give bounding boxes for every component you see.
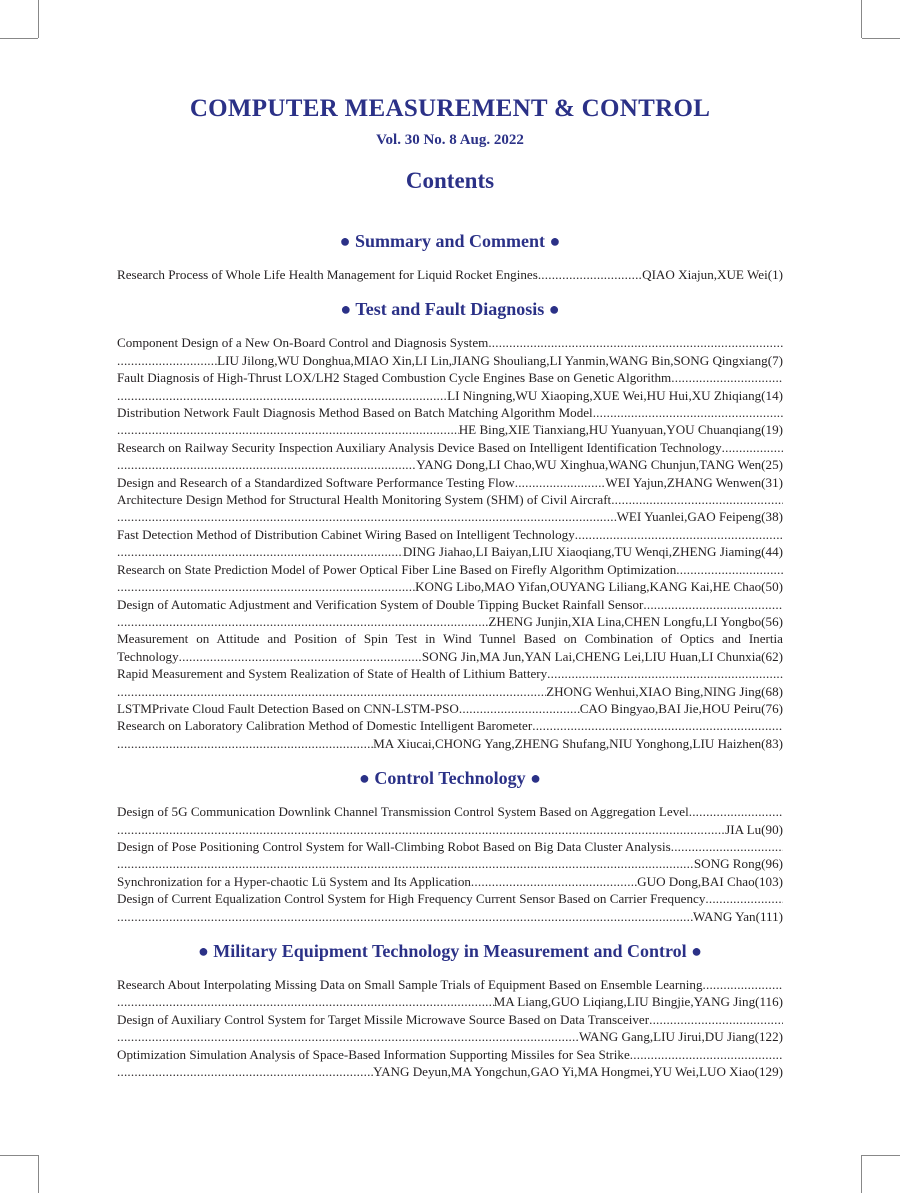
entry-line [117, 717, 783, 734]
entry-line [117, 369, 783, 386]
entry-line [117, 334, 783, 351]
dot-leader [117, 352, 217, 369]
entry-line [117, 421, 783, 438]
crop-mark [0, 38, 38, 39]
entry-line [117, 491, 783, 508]
entry-title: Design of 5G Communication Downlink Channel Transmission Control System Based on Aggregation Level [117, 804, 689, 820]
dot-leader [593, 404, 783, 421]
entry-authors: SONG Rong(96) [693, 856, 783, 872]
dot-leader [117, 1063, 373, 1080]
dot-leader [671, 838, 783, 855]
entry-authors: YANG Dong,LI Chao,WU Xinghua,WANG Chunjun,TANG Wen(25) [416, 457, 783, 473]
entry-line [117, 508, 783, 525]
toc-entry [117, 803, 783, 838]
entry-title: Architecture Design Method for Structural Health Monitoring System (SHM) of Civil Aircraft [117, 492, 612, 508]
entry-authors: KONG Libo,MAO Yifan,OUYANG Liliang,KANG Kai,HE Chao(50) [415, 579, 783, 595]
entry-line [117, 543, 783, 560]
dot-leader [703, 976, 784, 993]
entry-line [117, 735, 783, 752]
entry-line [117, 803, 783, 820]
entry-authors: CAO Bingyao,BAI Jie,HOU Peiru(76) [579, 700, 783, 716]
entry-title: Measurement on Attitude and Position of Spin Test in Wind Tunnel Based on Combination of Optics and Inertia [117, 631, 783, 647]
entry-line [117, 439, 783, 456]
entry-title: Research on Laboratory Calibration Method of Domestic Intelligent Barometer [117, 718, 533, 734]
entry-line [117, 613, 783, 630]
entry-title: Rapid Measurement and System Realization of State of Health of Lithium Battery [117, 666, 548, 682]
entry-line [117, 838, 783, 855]
entry-line [117, 387, 783, 404]
dot-leader [459, 700, 580, 717]
dot-leader [575, 526, 783, 543]
entry-line [117, 474, 783, 491]
entry-authors: WEI Yajun,ZHANG Wenwen(31) [605, 474, 783, 490]
crop-mark [38, 1155, 39, 1193]
entry-authors: MA Xiucai,CHONG Yang,ZHENG Shufang,NIU Yonghong,LIU Haizhen(83) [373, 735, 783, 751]
entry-authors: GUO Dong,BAI Chao(103) [637, 873, 783, 889]
entry-authors: ZHONG Wenhui,XIAO Bing,NING Jing(68) [546, 683, 783, 699]
dot-leader [488, 334, 783, 351]
entry-line [117, 908, 783, 925]
dot-leader [630, 1046, 783, 1063]
volume-info: Vol. 30 No. 8 Aug. 2022 [376, 132, 524, 148]
entry-authors: YANG Deyun,MA Yongchun,GAO Yi,MA Hongmei,YU Wei,LUO Xiao(129) [373, 1064, 783, 1080]
entry-title: Research on State Prediction Model of Power Optical Fiber Line Based on Firefly Algorithm Optimization [117, 561, 677, 577]
toc-entry [117, 873, 783, 890]
dot-leader [117, 578, 415, 595]
toc-entry [117, 1046, 783, 1081]
crop-mark [862, 1155, 900, 1156]
contents-title: Contents [405, 168, 495, 193]
crop-mark [861, 0, 862, 38]
entry-authors: WANG Gang,LIU Jirui,DU Jiang(122) [578, 1029, 783, 1045]
toc-entry [117, 266, 783, 283]
dot-leader [117, 821, 725, 838]
dot-leader [117, 855, 694, 872]
toc-entry [117, 526, 783, 561]
entry-title: Design of Pose Positioning Control System for Wall-Climbing Robot Based on Big Data Cluster Analysis [117, 838, 671, 854]
entry-title: Component Design of a New On-Board Control and Diagnosis System [117, 335, 489, 351]
section-heading: ● Summary and Comment ● [339, 231, 561, 251]
entry-title: Research Process of Whole Life Health Management for Liquid Rocket Engines [117, 267, 538, 282]
entry-title: Design of Auxiliary Control System for Target Missile Microwave Source Based on Data Transceiver [117, 1011, 650, 1027]
toc-entry [117, 890, 783, 925]
toc-section [117, 766, 783, 925]
entry-line [117, 700, 783, 717]
entry-line [117, 993, 783, 1010]
entry-line [117, 665, 783, 682]
entry-title: Distribution Network Fault Diagnosis Method Based on Batch Matching Algorithm Model [117, 405, 593, 421]
entry-authors: ZHENG Junjin,XIA Lina,CHEN Longfu,LI Yongbo(56) [488, 613, 783, 629]
entry-authors: LIU Jilong,WU Donghua,MIAO Xin,LI Lin,JIANG Shouliang,LI Yanmin,WANG Bin,SONG Qingxiang(7) [217, 352, 783, 368]
dot-leader [689, 803, 783, 820]
toc-section [117, 229, 783, 283]
toc-entry [117, 838, 783, 873]
dot-leader [117, 683, 546, 700]
entry-authors: HE Bing,XIE Tianxiang,HU Yuanyuan,YOU Chuanqiang(19) [458, 422, 783, 438]
entry-line [117, 821, 783, 838]
dot-leader [117, 613, 488, 630]
entry-title: Research on Railway Security Inspection Auxiliary Analysis Device Based on Intelligent Identification Technology [117, 439, 722, 455]
dot-leader [705, 890, 783, 907]
toc-entry [117, 717, 783, 752]
entry-title: LSTMPrivate Cloud Fault Detection Based on CNN-LSTM-PSO [117, 700, 459, 716]
crop-mark [862, 38, 900, 39]
toc-entry [117, 1011, 783, 1046]
toc-entry [117, 561, 783, 596]
dot-leader [643, 596, 783, 613]
dot-leader [117, 421, 459, 438]
section-heading: ● Military Equipment Technology in Measurement and Control ● [197, 941, 703, 961]
entry-title: Research About Interpolating Missing Data on Small Sample Trials of Equipment Based on Ensemble Learning [117, 977, 703, 992]
entry-authors: DING Jiahao,LI Baiyan,LIU Xiaoqiang,TU Wenqi,ZHENG Jiaming(44) [402, 544, 783, 560]
entry-line [117, 648, 783, 665]
dot-leader [117, 456, 416, 473]
toc-entry [117, 630, 783, 665]
entry-line [117, 1028, 783, 1045]
toc-entry [117, 369, 783, 404]
section-heading: ● Control Technology ● [359, 768, 541, 789]
crop-mark [38, 0, 39, 38]
entry-title: Design and Research of a Standardized Software Performance Testing Flow [117, 474, 515, 490]
dot-leader [649, 1011, 783, 1028]
dot-leader [722, 439, 783, 456]
dot-leader [179, 648, 422, 665]
table-of-contents [117, 229, 783, 1094]
section-heading: ● Test and Fault Diagnosis ● [340, 299, 560, 320]
entry-line [117, 873, 783, 890]
toc-entry [117, 491, 783, 526]
entry-line [117, 404, 783, 421]
dot-leader [611, 491, 783, 508]
entry-authors: WEI Yuanlei,GAO Feipeng(38) [616, 509, 783, 525]
toc-section [117, 297, 783, 752]
entry-title: Fault Diagnosis of High-Thrust LOX/LH2 Staged Combustion Cycle Engines Base on Genetic Algorithm [117, 370, 672, 386]
toc-entry [117, 439, 783, 474]
entry-title: Optimization Simulation Analysis of Space-Based Information Supporting Missiles for Sea Strike [117, 1046, 630, 1062]
dot-leader [471, 873, 637, 890]
dot-leader [117, 543, 403, 560]
entry-line [117, 578, 783, 595]
dot-leader [532, 717, 783, 734]
entry-title: Technology [117, 648, 179, 664]
crop-mark [0, 1155, 38, 1156]
entry-title: Synchronization for a Hyper-chaotic Lü System and Its Application [117, 873, 471, 889]
entry-authors: LI Ningning,WU Xiaoping,XUE Wei,HU Hui,XU Zhiqiang(14) [447, 387, 783, 403]
dot-leader [547, 665, 783, 682]
toc-entry [117, 596, 783, 631]
entry-line [117, 526, 783, 543]
entry-authors: SONG Jin,MA Jun,YAN Lai,CHENG Lei,LIU Huan,LI Chunxia(62) [421, 648, 783, 664]
entry-authors: JIA Lu(90) [725, 821, 783, 837]
journal-title: COMPUTER MEASUREMENT & CONTROL [189, 95, 711, 122]
dot-leader [117, 1028, 579, 1045]
dot-leader [117, 387, 447, 404]
entry-title: Fast Detection Method of Distribution Cabinet Wiring Based on Intelligent Technology [117, 526, 575, 542]
toc-entry [117, 700, 783, 717]
entry-authors: WANG Yan(111) [693, 908, 783, 924]
entry-line [117, 456, 783, 473]
toc-entry [117, 404, 783, 439]
crop-mark [861, 1155, 862, 1193]
toc-entry [117, 976, 783, 1011]
entry-line [117, 352, 783, 369]
entry-line [117, 1011, 783, 1028]
entry-line [117, 976, 783, 993]
entry-line [117, 561, 783, 578]
entry-line [117, 266, 783, 283]
dot-leader [515, 474, 606, 491]
entry-title: Design of Automatic Adjustment and Verification System of Double Tipping Bucket Rainfall Sensor [117, 596, 644, 612]
entry-authors: MA Liang,GUO Liqiang,LIU Bingjie,YANG Jing(116) [493, 994, 783, 1010]
entry-line [117, 1046, 783, 1063]
dot-leader [676, 561, 783, 578]
dot-leader [117, 993, 494, 1010]
dot-leader [117, 908, 693, 925]
entry-line [117, 1063, 783, 1080]
entry-line [117, 855, 783, 872]
dot-leader [117, 508, 617, 525]
entry-line [117, 683, 783, 700]
dot-leader [538, 266, 642, 283]
toc-section [117, 939, 783, 1080]
entry-authors: QIAO Xiajun,XUE Wei(1) [642, 267, 783, 282]
entry-line [117, 890, 783, 907]
entry-line [117, 630, 783, 647]
entry-line [117, 596, 783, 613]
toc-entry [117, 474, 783, 491]
toc-entry [117, 665, 783, 700]
dot-leader [117, 735, 373, 752]
dot-leader [671, 369, 783, 386]
toc-entry [117, 334, 783, 369]
entry-title: Design of Current Equalization Control System for High Frequency Current Sensor Based on Carrier Frequency [117, 891, 706, 907]
